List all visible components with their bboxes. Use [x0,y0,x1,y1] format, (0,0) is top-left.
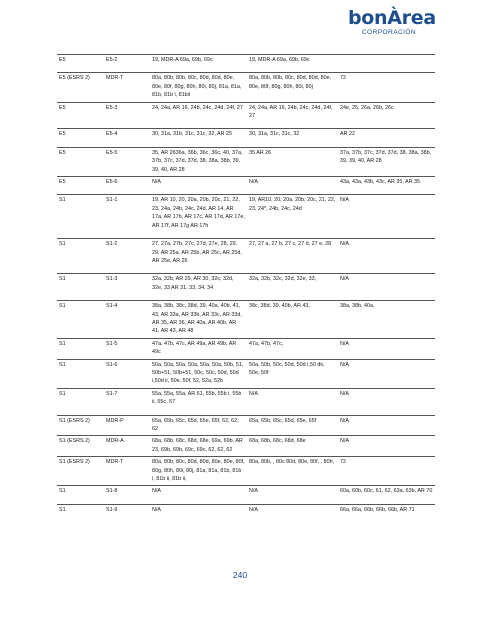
table-row [57,147,435,176]
table-cell-c4: 65a, 65b, 65c, 65d, 65e, 65f [247,415,338,436]
table-cell-c2: S1-4 [104,301,150,339]
table-row [57,486,435,498]
table-row [57,274,435,294]
table-cell-c1: S1 [57,338,104,359]
table-cell-c3: 50a, 50a, 50a, 50a, 50a, 50a, 50b, 51, 50b+51, 50b+51, 50c, 50c, 50d, 50d i,50d ii, 50e, 50f, 52, 52a, 52b [150,359,247,388]
disclosure-index-body [57,55,435,517]
table-cell-c4: 47a, 47b, 47c, [247,338,338,359]
table-cell-c1: S1 [57,388,104,408]
table-cell-c2: MDR-T [104,73,150,102]
table-row [57,55,435,67]
disclosure-index-table [57,54,435,516]
table-cell-c4: 50a, 50b, 50c, 50d, 50d i,50 dii, 50e, 50f [247,359,338,388]
table-cell-c3: 65a, 65b, 65c, 65d, 65e, 65f, 62, 62, 62 [150,415,247,436]
table-row [57,359,435,388]
table-cell-c4: N/A [247,486,338,498]
table-cell-c3: 80a, 80b, 80c, 80d, 80d, 80e, 80e, 80f, 80g, 80h, 80i, 80j, 81a, 81a, 81b, 81b i, 81b ii, 81b ii, [150,457,247,486]
table-cell-c1: S1 (ESRS 2) [57,436,104,457]
table-row [57,129,435,141]
table-cell-c4: 80a, 80b, , 80c 80d, 80e, 80f, , 80h, [247,457,338,486]
table-cell-c5: 38a, 38b, 40a, [338,301,435,339]
table-cell-c1: S1 [57,301,104,339]
table-cell-c4: 32a, 32b, 32c, 32d, 32e, 33, [247,274,338,294]
table-cell-c1: E5 [57,147,104,176]
table-cell-c5: N/A [338,359,435,388]
table-row [57,195,435,232]
table-cell-c2: E5-6 [104,177,150,189]
table-cell-c3: 32a, 32b, AR 29, AR 30, 32c, 32d, 32e, 33 AR 31, 33, 34, 34 [150,274,247,294]
table-cell-c1: S1 [57,486,104,498]
table-cell-c1: E5 [57,177,104,189]
table-cell-c5: N/A [338,274,435,294]
table-cell-c2: S1-8 [104,486,150,498]
table-cell-c5: N/A [338,195,435,232]
table-cell-c2: E5-5 [104,147,150,176]
table-cell-c3: 47a, 47b, 47c, AR 49a, AR 49b, AR 49c [150,338,247,359]
table-row [57,102,435,122]
table-cell-c5: 37a, 37b, 37c, 37d, 37d, 38, 38a, 38b, 39, 39, 40, AR 28 [338,147,435,176]
table-cell-c5: 60a, 60b, 60c, 61, 62, 63a, 63b, AR 70 [338,486,435,498]
table-cell-c5: 43a, 43a, 43b, 43c, AR 35, AR 35 [338,177,435,189]
table-cell-c5: 72 [338,73,435,102]
table-cell-c3: 80a, 80b, 80b, 80c, 80d, 80d, 80e, 80e, 80f, 80g, 80h, 80i, 80j, 81a, 81a, 81b, 81b i, 81bii [150,73,247,102]
table-cell-c5: N/A [338,239,435,268]
table-cell-c3: 27, 27a, 27b, 27c, 27d, 27e, 28, 29, 29, AR 25a, AR 25b, AR 25c, AR 25d, AR 25e, AR 26 [150,239,247,268]
table-cell-c4: 19, MDR-A 69a, 69b, 69c [247,55,338,67]
table-row [57,239,435,268]
table-cell-c2: E5-4 [104,129,150,141]
company-logo [348,7,436,36]
table-cell-c1: S1 (ESRS 2) [57,415,104,436]
table-cell-c2: MDR-P [104,415,150,436]
table-cell-c1: E5 [57,102,104,122]
table-cell-c5: N/A [338,415,435,436]
table-cell-c1: S1 (ESRS 2) [57,457,104,486]
table-cell-c3: 19, MDR-A 69a, 69b, 69c [150,55,247,67]
table-cell-c5 [338,55,435,67]
table-cell-c2: MDR-T [104,457,150,486]
table-cell-c3: 68a, 68b, 68c, 68d, 68e, 69a, 69b, AR 23, 69b, 69b, 69c, 69c, 62, 62, 62 [150,436,247,457]
table-row [57,301,435,339]
table-row [57,73,435,102]
table-cell-c2: S1-1 [104,195,150,232]
table-cell-c4: 30, 31a, 31c, 31c, 32 [247,129,338,141]
table-cell-c3: 35, AR 2636a, 36b, 36c, 36c, 40, 37a, 37b, 37c, 37d, 37d, 38, 38a, 38b, 39, 39, 40, AR 28 [150,147,247,176]
table-cell-c2: S1-6 [104,359,150,388]
table-cell-c1: E5 [57,129,104,141]
logo-wordmark: bonÀrea [348,7,436,29]
table-cell-c2: MDR-A [104,436,150,457]
table-cell-c5: 72 [338,457,435,486]
table-cell-c1: S1 [57,504,104,516]
table-cell-c4: 24, 24a, AR 16, 24b, 24c, 24d, 24f, 27 [247,102,338,122]
table-cell-c1: S1 [57,195,104,232]
table-row [57,177,435,189]
table-cell-c4: 80a, 80b, 80b, 80c, 80d, 80d, 80e, 80e, 80f, 80g, 80h, 80i, 80j [247,73,338,102]
table-row [57,504,435,516]
table-cell-c5: N/A [338,388,435,408]
table-cell-c2: S1-2 [104,239,150,268]
table-cell-c1: S1 [57,359,104,388]
table-cell-c2: E5-3 [104,102,150,122]
table-cell-c3: N/A [150,177,247,189]
table-cell-c5: N/A [338,338,435,359]
table-cell-c1: S1 [57,274,104,294]
table-cell-c3: 19, AR 10, 20, 20a, 20b, 20c, 21, 22, 23, 24a, 24b, 24c, 24d, AR 14, AR 17a, AR 17b, AR 17c, AR 17d, AR 17e, AR 17f, AR 17g AR 17h [150,195,247,232]
table-cell-c3: N/A [150,504,247,516]
table-cell-c4: 35 AR 26 [247,147,338,176]
table-cell-c4: N/A [247,504,338,516]
table-cell-c4: 68a, 68b, 68c, 68d, 68e [247,436,338,457]
table-row [57,457,435,486]
table-cell-c1: S1 [57,239,104,268]
table-cell-c1: E5 [57,55,104,67]
table-cell-c4: 38c, 38d, 39, 40b, AR 43, [247,301,338,339]
table-cell-c2: S1-5 [104,338,150,359]
table-cell-c5: AR 22 [338,129,435,141]
table-cell-c4: N/A [247,177,338,189]
table-cell-c2: S1-9 [104,504,150,516]
table-cell-c3: N/A [150,486,247,498]
table-cell-c5: N/A [338,436,435,457]
table-cell-c2: S1-3 [104,274,150,294]
table-cell-c3: 38a, 38b, 38c, 38d, 39, 40a, 40b, 41, 43, AR 33a, AR 33b, AR 33c, AR 33d, AR 35, AR 36, AR 40a, AR 40b, AR 41, AR 43, AR 48 [150,301,247,339]
table-cell-c3: 24, 24a, AR 16, 24b, 24c, 24d, 24f, 27 [150,102,247,122]
table-cell-c3: 30, 31a, 31b, 31c, 31c, 32, AR 25 [150,129,247,141]
table-row [57,338,435,359]
table-cell-c2: E5-2 [104,55,150,67]
table-row [57,388,435,408]
table-cell-c4: 19, AR10, 20, 20a, 20b, 20c, 21, 22, 23, 24*, 24b, 24c, 24d [247,195,338,232]
table-row [57,415,435,436]
table-cell-c4: N/A [247,388,338,408]
table-row [57,436,435,457]
table-cell-c4: 27, 27 a, 27 b, 27 c, 27 d, 27 e, 28 [247,239,338,268]
logo-subtitle: CORPORACIÓN [361,29,417,36]
table-cell-c1: E5 (ESRS 2) [57,73,104,102]
table-cell-c3: 55a, 55a, 55a, AR 61, 55b, 55b i, 55b ii, 55c, 57 [150,388,247,408]
table-cell-c5: 66a, 66a, 66b, 66b, 66b, AR 71 [338,504,435,516]
table-cell-c5: 24e, 25, 26a, 26b, 26c [338,102,435,122]
page-number: 240 [232,570,248,580]
table-cell-c2: S1-7 [104,388,150,408]
